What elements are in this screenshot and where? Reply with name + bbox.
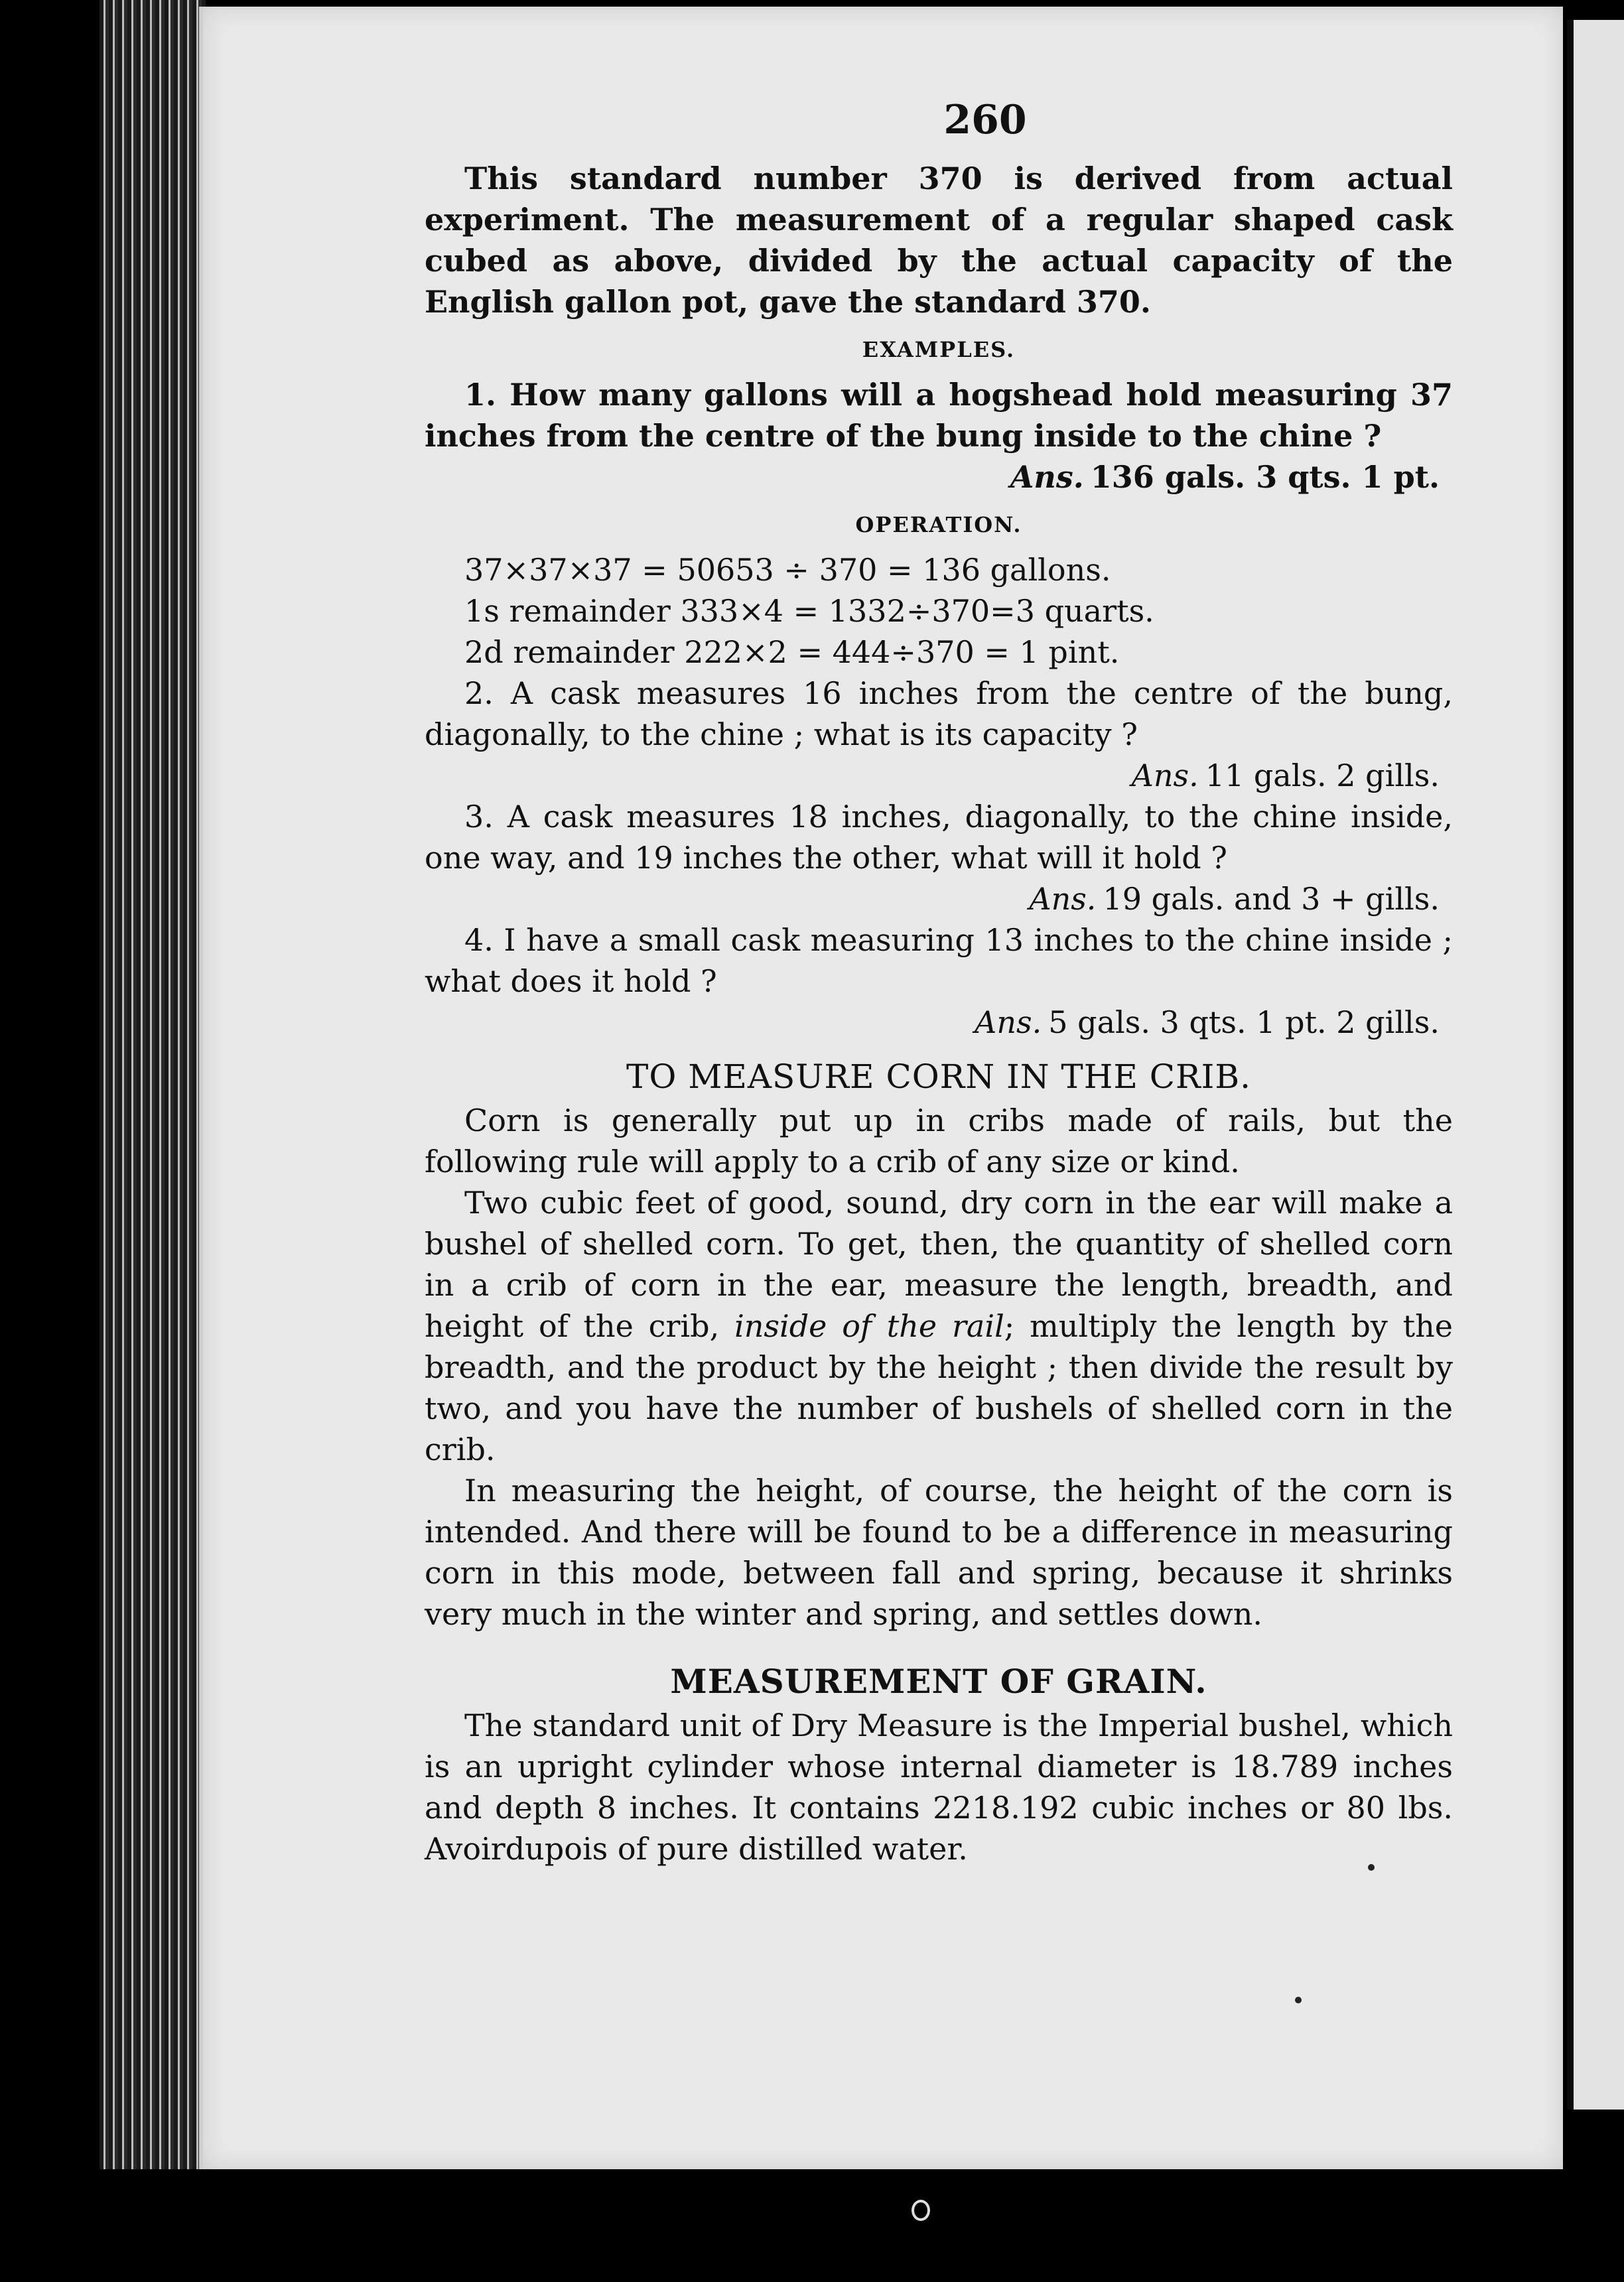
corn-paragraph-2-italic: inside of the rail xyxy=(734,1308,1004,1344)
answer-label: Ans. xyxy=(1131,758,1199,793)
operation-heading: OPERATION. xyxy=(855,512,1022,537)
book-page-edges xyxy=(100,0,206,2282)
corn-paragraph-2 xyxy=(425,1182,1453,1470)
page-number: 260 xyxy=(943,97,1027,143)
ink-speck xyxy=(1295,1997,1302,2003)
operation-calculation xyxy=(464,549,1453,673)
corn-heading: TO MEASURE CORN IN THE CRIB. xyxy=(626,1057,1252,1096)
corn-paragraph-2-end: ; multiply the length by the breadth, and the product by the height ; then divide the result by two, and you have the number of bushels of shelled corn in the crib. xyxy=(425,1308,1453,1467)
grain-paragraph: The standard unit of Dry Measure is the Imperial bushel, which is an upright cylinder whose internal diameter is 18.789 inches and depth 8 inches. It contains 2218.192 cubic inches or 80 lbs. Avoirdupois of pure distilled water. xyxy=(425,1708,1453,1867)
page-text xyxy=(425,97,1453,1869)
example-4-question: 4. I have a small cask measuring 13 inches to the chine inside ; what does it hold ? xyxy=(425,922,1453,999)
corn-paragraph-1: Corn is generally put up in cribs made of rails, but the following rule will apply to a crib of any size or kind. xyxy=(425,1103,1453,1179)
operation-line: 1s remainder 333×4 = 1332÷370=3 quarts. xyxy=(464,593,1154,629)
operation-line: 37×37×37 = 50653 ÷ 370 = 136 gallons. xyxy=(464,552,1111,588)
example-2-question: 2. A cask measures 16 inches from the centre of the bung, diagonally, to the chine ; what is its capacity ? xyxy=(425,675,1453,752)
corn-paragraph-2-start: Two cubic feet of good, sound, dry corn in the ear will make a bushel of shelled corn. To get, then, the quantity of shelled corn in a crib of corn in the ear, measure the length, breadth, and height of the crib, xyxy=(425,1185,1453,1344)
corn-paragraph-3: In measuring the height, of course, the height of the corn is intended. And there will be found to be a difference in measuring corn in this mode, between fall and spring, because it shrinks very much in the winter and spring, and settles down. xyxy=(425,1473,1453,1632)
scan-background xyxy=(0,2169,1624,2282)
operation-line: 2d remainder 222×2 = 444÷370 = 1 pint. xyxy=(464,634,1120,670)
facing-page-edge xyxy=(1567,20,1624,2110)
answer-label: Ans. xyxy=(1029,881,1097,917)
scan-artifact-ring xyxy=(912,2200,930,2221)
answer-value: 11 gals. 2 gills. xyxy=(1205,758,1440,793)
example-1-answer xyxy=(425,456,1440,498)
example-4-answer xyxy=(425,1002,1440,1043)
answer-value: 136 gals. 3 qts. 1 pt. xyxy=(1090,459,1440,495)
intro-paragraph: This standard number 370 is derived from actual experiment. The measurement of a regular shaped cask cubed as above, divided by the actual capacity of the English gallon pot, gave the standard 370. xyxy=(425,161,1453,320)
answer-label: Ans. xyxy=(975,1004,1042,1040)
answer-value: 5 gals. 3 qts. 1 pt. 2 gills. xyxy=(1048,1004,1440,1040)
ink-speck xyxy=(1368,1864,1375,1871)
example-3-answer xyxy=(425,878,1440,919)
grain-heading: MEASUREMENT OF GRAIN. xyxy=(670,1662,1207,1701)
examples-heading: EXAMPLES. xyxy=(862,337,1016,362)
example-1-question: 1. How many gallons will a hogshead hold measuring 37 inches from the centre of the bung inside to the chine ? xyxy=(425,377,1453,454)
example-2-answer xyxy=(425,755,1440,796)
example-3-question: 3. A cask measures 18 inches, diagonally, to the chine inside, one way, and 19 inches the other, what will it hold ? xyxy=(425,799,1453,876)
answer-label: Ans. xyxy=(1010,459,1084,495)
answer-value: 19 gals. and 3 + gills. xyxy=(1103,881,1440,917)
